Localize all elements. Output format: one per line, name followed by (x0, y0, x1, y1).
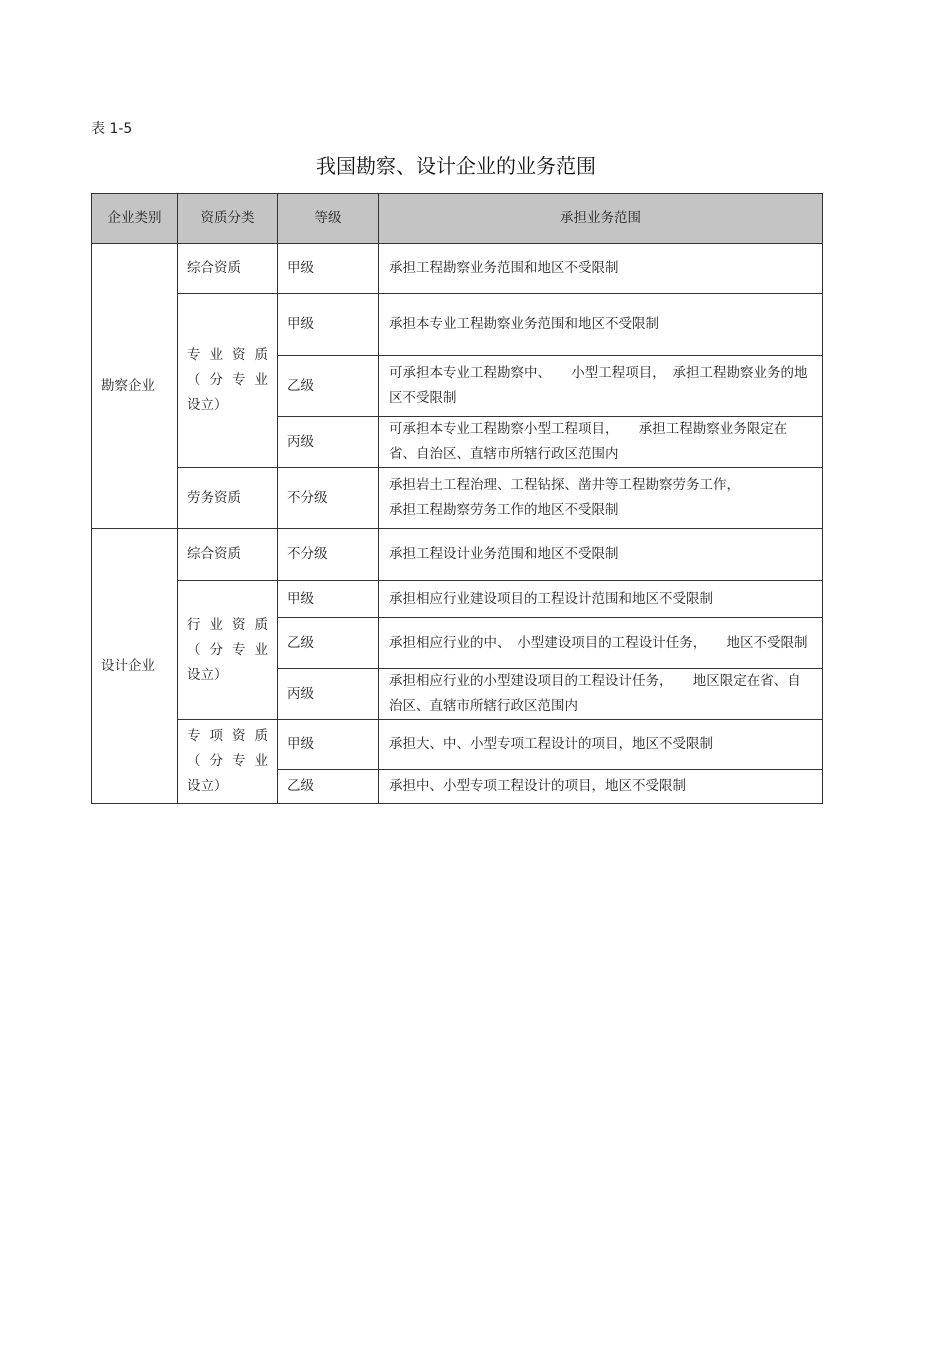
scope-cell: 可承担本专业工程勘察小型工程项目， 承担工程勘察业务限定在省、自治区、直辖市所辖行政区范围内 (379, 417, 823, 468)
qualification-line: （ 分 专 业 (187, 753, 268, 769)
header-company-type: 企业类别 (92, 194, 178, 244)
scope-line: 承担工程勘察劳务工作的地区不受限制 (389, 502, 619, 518)
qualification-professional (178, 294, 278, 468)
qualification-line: 专 项 资 质 (187, 728, 268, 744)
scope-cell: 承担中、小型专项工程设计的项目，地区不受限制 (379, 770, 823, 804)
scope-line: 承担岩土工程治理、工程钻探、凿井等工程勘察劳务工作， (389, 477, 740, 493)
scope-cell: 承担相应行业的小型建设项目的工程设计任务， 地区限定在省、自治区、直辖市所辖行政区范围内 (379, 669, 823, 720)
table-row (92, 529, 823, 581)
header-scope: 承担业务范围 (379, 194, 823, 244)
company-survey: 勘察企业 (92, 244, 178, 529)
table-row (92, 294, 823, 356)
scope-cell (379, 468, 823, 529)
table-row (92, 581, 823, 618)
grade-cell: 甲级 (278, 581, 379, 618)
qualification-line: 设立） (187, 778, 228, 794)
scope-cell: 承担相应行业建设项目的工程设计范围和地区不受限制 (379, 581, 823, 618)
header-grade: 等级 (278, 194, 379, 244)
qualification-line: （ 分 专 业 (187, 372, 268, 388)
scope-cell: 可承担本专业工程勘察中、 小型工程项目， 承担工程勘察业务的地区不受限制 (379, 356, 823, 417)
grade-cell: 乙级 (278, 770, 379, 804)
table-row (92, 244, 823, 294)
table-row (92, 720, 823, 770)
qualification-industry (178, 581, 278, 720)
qualification-comprehensive: 综合资质 (178, 529, 278, 581)
scope-cell: 承担大、中、小型专项工程设计的项目，地区不受限制 (379, 720, 823, 770)
grade-cell: 乙级 (278, 356, 379, 417)
qualification-special (178, 720, 278, 804)
qualification-line: 设立） (187, 397, 228, 413)
grade-cell: 丙级 (278, 417, 379, 468)
table-row (92, 468, 823, 529)
scope-cell: 承担工程设计业务范围和地区不受限制 (379, 529, 823, 581)
qualification-comprehensive: 综合资质 (178, 244, 278, 294)
qualification-line: 设立） (187, 666, 228, 683)
qualification-line: （ 分 专 业 (187, 641, 268, 658)
table-number: 表 1-5 (91, 121, 133, 137)
company-design: 设计企业 (92, 529, 178, 804)
qualification-line: 行 业 资 质 (187, 616, 268, 633)
grade-cell: 不分级 (278, 529, 379, 581)
grade-cell: 甲级 (278, 244, 379, 294)
business-scope-table (91, 193, 823, 804)
grade-cell: 乙级 (278, 618, 379, 669)
scope-cell: 承担工程勘察业务范围和地区不受限制 (379, 244, 823, 294)
grade-cell: 甲级 (278, 720, 379, 770)
grade-cell: 丙级 (278, 669, 379, 720)
header-qualification: 资质分类 (178, 194, 278, 244)
table-title: 我国勘察、设计企业的业务范围 (316, 154, 596, 178)
grade-cell: 甲级 (278, 294, 379, 356)
qualification-labor: 劳务资质 (178, 468, 278, 529)
scope-cell: 承担相应行业的中、 小型建设项目的工程设计任务， 地区不受限制 (379, 618, 823, 669)
qualification-line: 专 业 资 质 (187, 347, 268, 363)
header-row (92, 194, 823, 244)
grade-cell: 不分级 (278, 468, 379, 529)
scope-cell: 承担本专业工程勘察业务范围和地区不受限制 (379, 294, 823, 356)
